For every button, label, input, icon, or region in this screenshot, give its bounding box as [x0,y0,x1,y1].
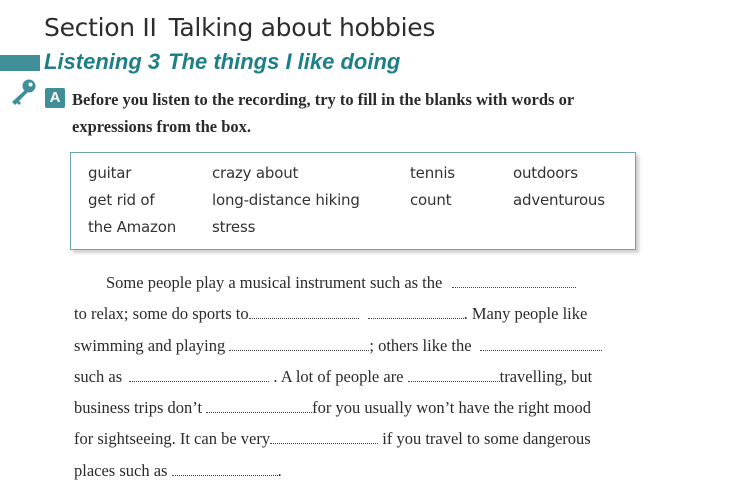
blank[interactable] [452,271,576,288]
blank[interactable] [129,365,269,382]
blank[interactable] [408,365,500,382]
passage-text: for you usually won’t have the right mood [312,398,591,417]
word-box-item: crazy about [212,164,299,182]
passage-text: if you travel to some dangerous [382,429,591,448]
passage-text: for sightseeing. It can be very [74,429,271,448]
passage-text: business trips don’t [74,398,203,417]
section-number: Section II [44,13,157,42]
passage-text: . A lot of people are [273,367,404,386]
listening-number: Listening 3 [44,49,161,74]
word-box-item: adventurous [513,191,605,209]
instruction-text: Before you listen to the recording, try to fill in the blanks with words or expressions from the box. [72,90,574,136]
section-title [44,13,447,42]
passage-line [74,425,591,453]
passage-line [74,394,591,422]
passage-text: such as [74,367,123,386]
word-box-item: count [410,191,452,209]
word-box-item: get rid of [88,191,155,209]
passage-line [74,300,587,328]
blank[interactable] [480,334,602,351]
passage-line [74,363,592,391]
passage-text: places such as [74,461,168,480]
blank[interactable] [172,459,278,476]
passage-text: . Many people like [463,304,588,323]
passage-line [74,332,602,360]
passage-line [74,457,282,485]
passage-text: to relax; some do sports to [74,304,249,323]
passage-text: ; others like the [369,336,472,355]
blank[interactable] [249,302,359,319]
key-icon [8,78,38,106]
listening-accent-bar [0,55,40,71]
word-box-item: long-distance hiking [212,191,360,209]
word-box-item: outdoors [513,164,578,182]
blank[interactable] [229,334,369,351]
word-box-item: stress [212,218,256,236]
passage-text: swimming and playing [74,336,226,355]
word-box-item: tennis [410,164,455,182]
part-badge: A [45,88,65,108]
section-name: Talking about hobbies [168,13,436,42]
blank[interactable] [368,302,464,319]
listening-name: The things I like doing [168,49,401,74]
word-box-item: guitar [88,164,132,182]
blank[interactable] [270,427,378,444]
passage-text: Some people play a musical instrument such as the [106,273,443,292]
blank[interactable] [206,396,312,413]
word-box [70,152,636,250]
word-box-item: the Amazon [88,218,177,236]
passage-line [106,269,576,297]
passage-text: travelling, but [499,367,593,386]
listening-title [44,49,408,75]
passage-text: . [277,461,282,480]
